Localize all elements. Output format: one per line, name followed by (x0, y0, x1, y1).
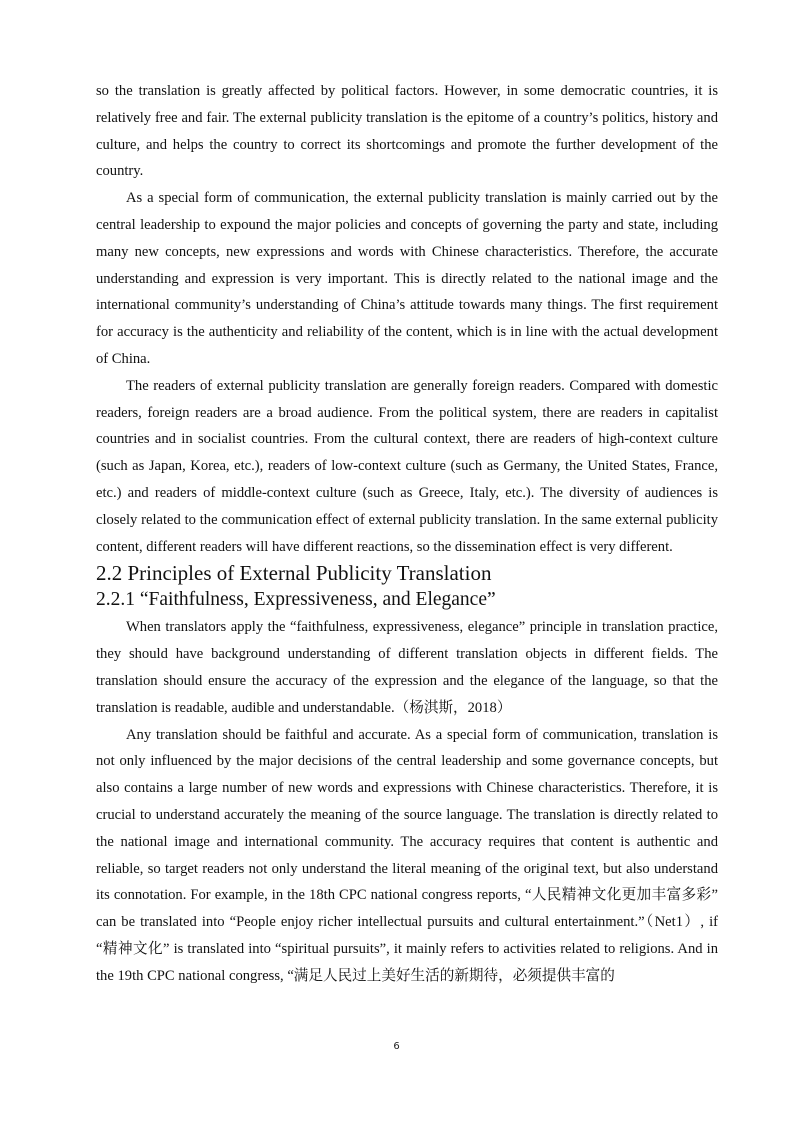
paragraph-political-factors: so the translation is greatly affected by political factors. However, in some democratic countries, it is relatively free and fair. The external publicity translation is the epitome of a country’s politics, history and culture, and helps the country to correct its shortcomings and promote the further development of the country. (96, 83, 718, 180)
paragraph-readers: The readers of external publicity translation are generally foreign readers. Compared with domestic readers, foreign readers are a broad audience. From the political system, there are readers in capitalist countries and in socialist countries. From the cultural context, there are readers of high-context culture (such as Japan, Korea, etc.), readers of low-context culture (such as Germany, the United States, France, etc.) and readers of middle-context culture (such as Greece, Italy, etc.). The diversity of audiences is closely related to the communication effect of external publicity translation. In the same external publicity content, different readers will have different reactions, so the dissemination effect is very different. (96, 377, 718, 555)
page-number: 6 (393, 1041, 400, 1052)
document-page (96, 78, 718, 990)
paragraph-principle: When translators apply the “faithfulness, expressiveness, elegance” principle in translation practice, they should have background understanding of different translation objects in different fields. The translation should ensure the accuracy of the expression and the elegance of the language, so that the translation is readable, audible and understandable.（杨淇斯，2018） (96, 619, 718, 716)
paragraph-special-communication: As a special form of communication, the external publicity translation is mainly carried out by the central leadership to expound the major policies and concepts of governing the party and state, including many new concepts, new expressions and words with Chinese characteristics. Therefore, the accurate understanding and expression is very important. This is directly related to the national image and the international community’s understanding of China’s attitude towards many things. The first requirement for accuracy is the authenticity and reliability of the content, which is in line with the actual development of China. (96, 190, 718, 367)
subsection-heading: 2.2.1 “Faithfulness, Expressiveness, and Elegance” (96, 589, 496, 611)
section-heading: 2.2 Principles of External Publicity Translation (96, 561, 492, 586)
paragraph-faithful-accurate: Any translation should be faithful and accurate. As a special form of communication, translation is not only influenced by the major decisions of the central leadership and some governance concepts, but also contains a large number of new words and expressions with Chinese characteristics. Therefore, it is crucial to understand accurately the meaning of the source language. The translation is directly related to the national image and international community. The accuracy requires that content is authentic and reliable, so target readers not only understand the literal meaning of the original text, but also understand its connotation. For example, in the 18th CPC national congress reports, “人民精神文化更加丰富多彩” can be translated into “People enjoy richer intellectual pursuits and cultural entertainment.”（Net1）, if “精神文化” is translated into “spiritual pursuits”, it mainly refers to activities related to religions. And in the 19th CPC national congress, “满足人民过上美好生活的新期待，必须提供丰富的 (96, 726, 718, 984)
